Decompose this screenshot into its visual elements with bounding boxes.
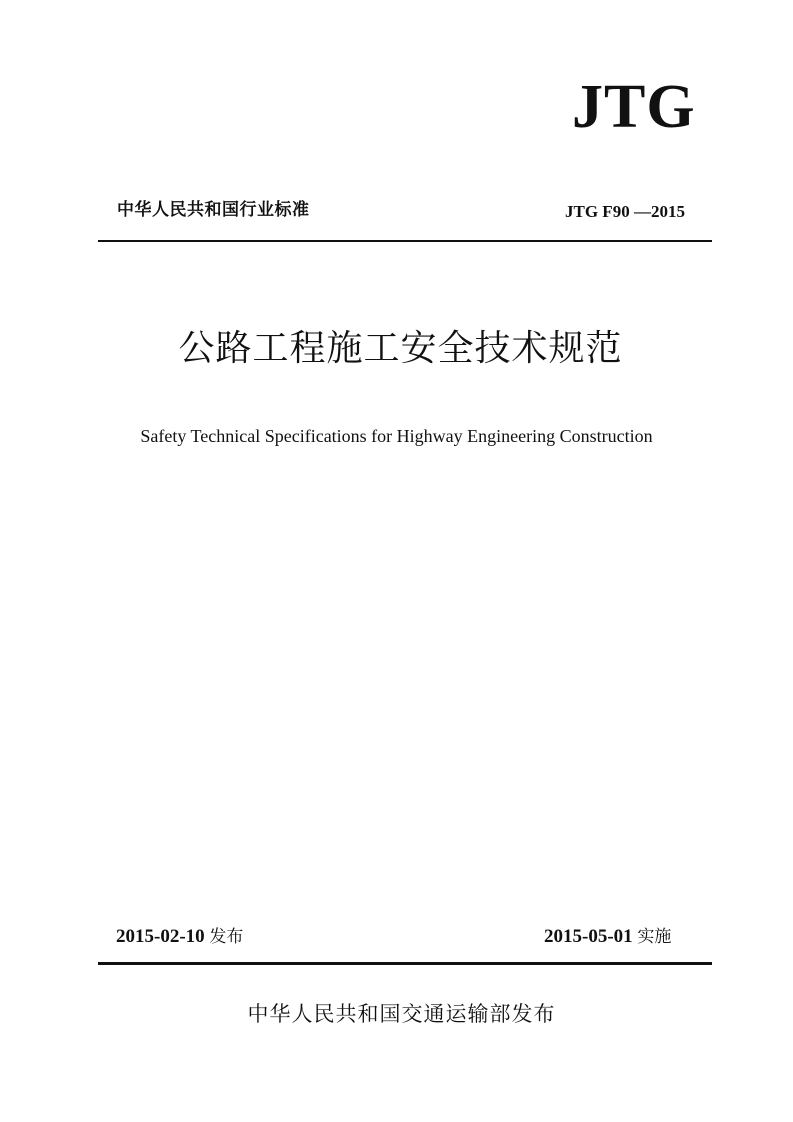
page-title-english: Safety Technical Specifications for Highway Engineering Construction bbox=[140, 426, 653, 446]
implementation-label: 实施 bbox=[637, 927, 672, 947]
issue-date-line bbox=[116, 927, 243, 946]
top-divider bbox=[98, 240, 712, 242]
standard-type: 中华人民共和国行业标准 bbox=[117, 200, 310, 220]
publisher: 中华人民共和国交通运输部发布 bbox=[247, 1002, 556, 1026]
bottom-divider bbox=[98, 962, 712, 965]
issue-date: 2015-02-10 bbox=[116, 926, 205, 947]
implementation-date: 2015-05-01 bbox=[544, 926, 633, 947]
issue-label: 发布 bbox=[209, 927, 244, 947]
page-title-chinese: 公路工程施工安全技术规范 bbox=[178, 328, 623, 369]
brand-mark: JTG bbox=[572, 73, 696, 141]
standard-code: JTG F90 —2015 bbox=[565, 202, 685, 221]
implementation-date-line bbox=[544, 927, 671, 946]
